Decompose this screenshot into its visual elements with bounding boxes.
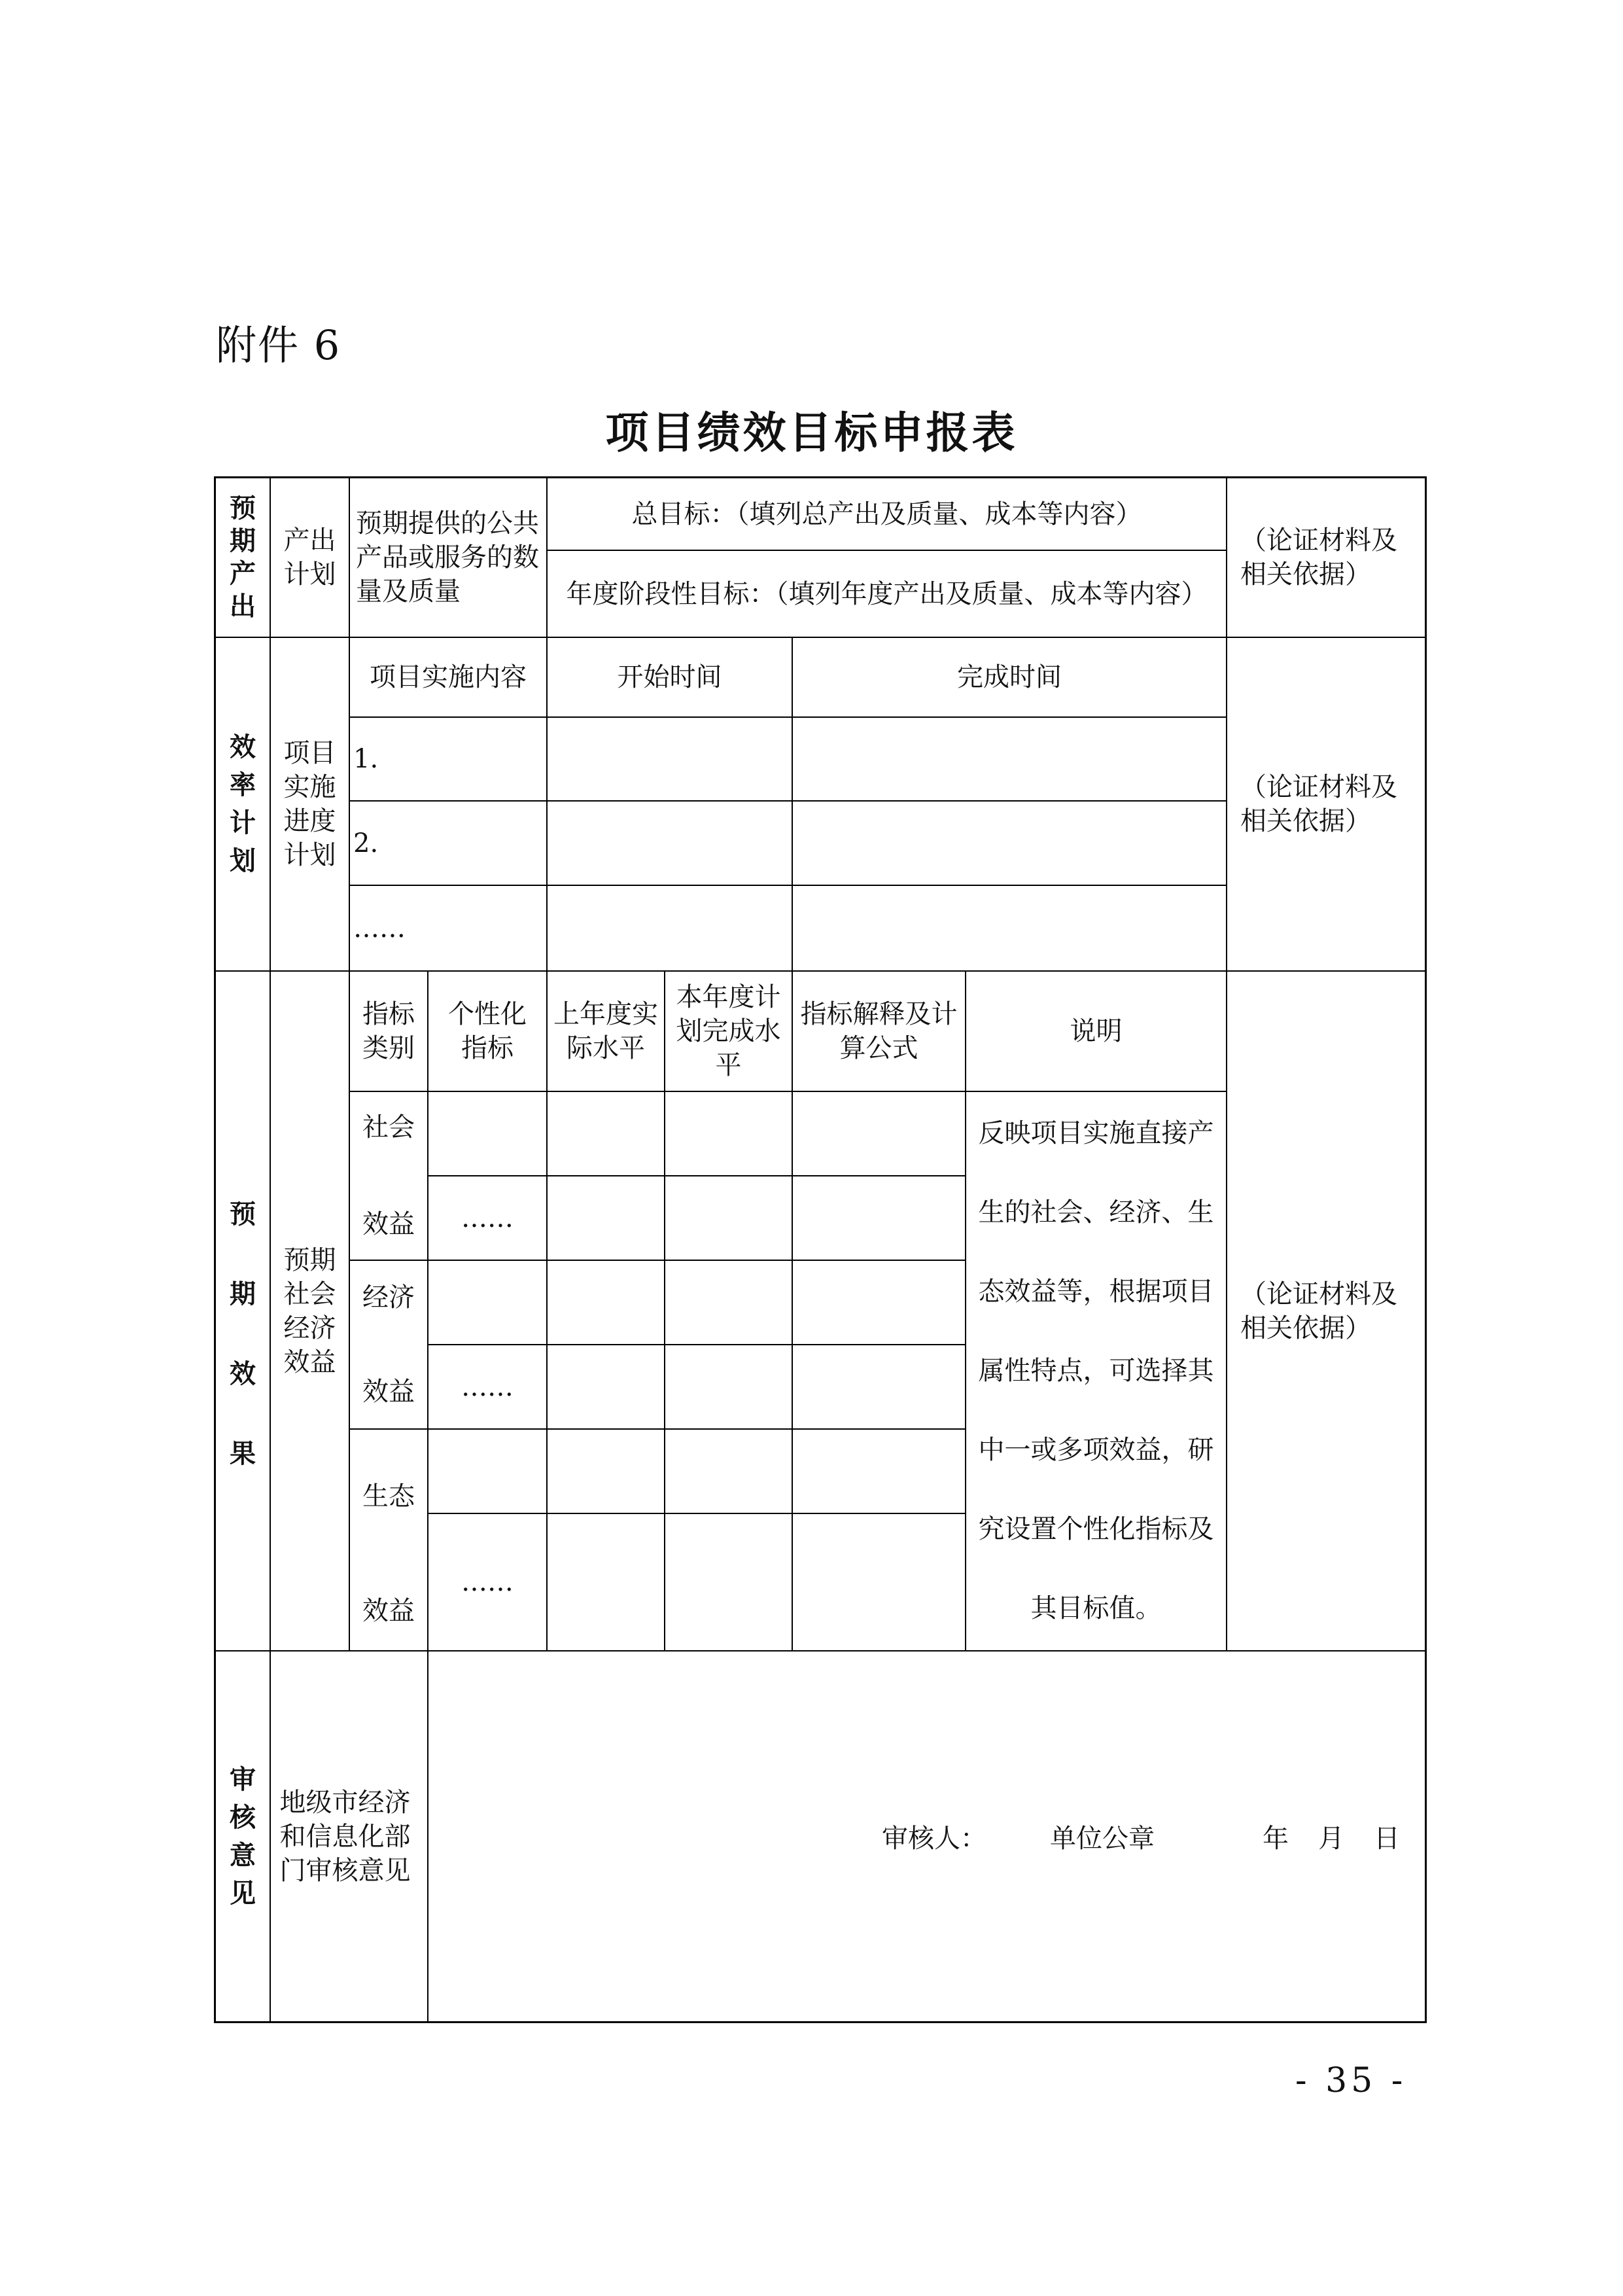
schedule-end-more[interactable]: [793, 886, 1226, 970]
indicator-economic-more[interactable]: ……: [461, 1371, 514, 1402]
category-social: 社会 效益: [362, 1112, 415, 1239]
seal-label: 单位公章: [1050, 1824, 1155, 1854]
month-label: 月: [1318, 1824, 1344, 1854]
indicator-economic-1[interactable]: [428, 1261, 546, 1344]
attachment-label: 附件 6: [216, 321, 341, 369]
section-efficiency-label: 效率计划: [230, 732, 256, 876]
header-indicator: 个性化指标: [448, 999, 527, 1063]
page-number: - 35 -: [1295, 2061, 1407, 2100]
indicator-social-more[interactable]: ……: [461, 1203, 514, 1233]
category-eco: 生态 效益: [362, 1481, 415, 1626]
table-border-right: [1425, 476, 1427, 2023]
review-dept-label: 地级市经济和信息化部门审核意见: [279, 1787, 411, 1886]
header-this-year: 本年度计划完成水平: [676, 982, 781, 1080]
effect-benefit-label: 预期社会经济效益: [283, 1245, 336, 1377]
schedule-end-2[interactable]: [793, 802, 1226, 885]
schedule-end-1[interactable]: [793, 718, 1226, 800]
header-explain: 指标解释及计算公式: [800, 999, 958, 1063]
effect-basis-field[interactable]: （论证材料及相关依据）: [1240, 1279, 1397, 1343]
reviewer-label: 审核人：: [882, 1824, 986, 1854]
output-desc-label: 预期提供的公共产品或服务的数量及质量: [356, 508, 539, 607]
efficiency-basis-field[interactable]: （论证材料及相关依据）: [1240, 772, 1397, 836]
efficiency-plan-label: 项目实施进度计划: [283, 738, 336, 870]
indicator-eco-more[interactable]: ……: [461, 1567, 514, 1597]
col-content-header: 项目实施内容: [370, 662, 527, 692]
table-border-bottom: [214, 2021, 1427, 2023]
schedule-start-more[interactable]: [548, 886, 792, 970]
annual-goal-field[interactable]: 年度阶段性目标：（填列年度产出及质量、成本等内容）: [566, 578, 1208, 609]
schedule-start-1[interactable]: [548, 718, 792, 800]
col-end-header: 完成时间: [957, 662, 1062, 692]
form-title: 项目绩效目标申报表: [605, 408, 1018, 458]
category-economic: 经济 效益: [362, 1282, 415, 1407]
schedule-start-2[interactable]: [548, 802, 792, 885]
section-output-label: 预期产出: [230, 493, 256, 622]
section-effect-label: 预期效果: [230, 1199, 256, 1469]
section-review-label: 审核意见: [230, 1764, 256, 1909]
col-start-header: 开始时间: [617, 662, 722, 692]
schedule-row-2[interactable]: 2.: [353, 828, 379, 858]
output-plan-label: 产出计划: [283, 525, 336, 590]
header-last-year: 上年度实际水平: [553, 999, 658, 1063]
indicator-social-1[interactable]: [428, 1092, 546, 1175]
header-category: 指标类别: [362, 999, 415, 1063]
year-label: 年: [1263, 1824, 1289, 1854]
effect-note-text: 反映项目实施直接产生的社会、经济、生态效益等，根据项目属性特点，可选择其中一或多项效益，研究设置个性化指标及其目标值。: [978, 1118, 1214, 1623]
schedule-row-more[interactable]: ……: [353, 913, 406, 944]
header-note: 说明: [1070, 1016, 1123, 1046]
total-goal-field[interactable]: 总目标：（填列总产出及质量、成本等内容）: [631, 499, 1142, 529]
output-basis-field[interactable]: （论证材料及相关依据）: [1240, 525, 1397, 590]
review-opinion-field[interactable]: [428, 1651, 1425, 2021]
indicator-eco-1[interactable]: [428, 1430, 546, 1513]
schedule-row-1[interactable]: 1.: [353, 744, 379, 774]
day-label: 日: [1374, 1824, 1400, 1854]
